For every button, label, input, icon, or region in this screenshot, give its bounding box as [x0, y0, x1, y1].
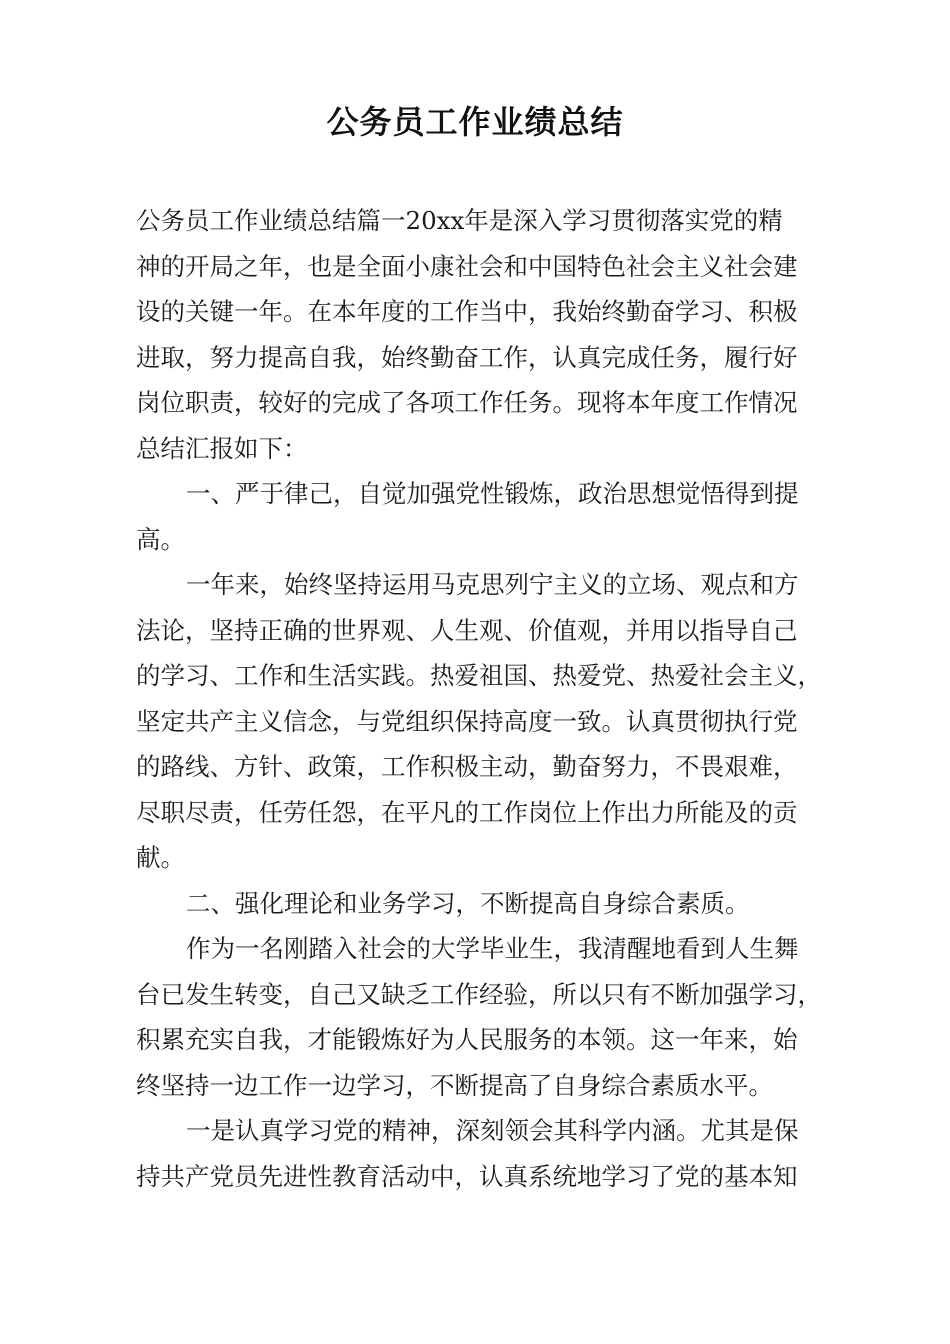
body-line: 的路线、方针、政策，工作积极主动，勤奋努力，不畏艰难，: [136, 752, 798, 781]
body-line: 作为一名刚踏入社会的大学毕业生，我清醒地看到人生舞: [186, 934, 799, 963]
document-body: [136, 198, 836, 1199]
body-line: 一是认真学习党的精神，深刻领会其科学内涵。尤其是保: [186, 1116, 799, 1145]
body-line: 积累充实自我，才能锻炼好为人民服务的本领。这一年来，始: [136, 1025, 798, 1054]
body-line: 坚定共产主义信念，与党组织保持高度一致。认真贯彻执行党: [136, 706, 798, 736]
section-heading-1: 一、严于律己，自觉加强党性锻炼，政治思想觉悟得到提: [186, 479, 799, 508]
body-line: 总结汇报如下：: [136, 433, 308, 463]
body-line: 神的开局之年，也是全面小康社会和中国特色社会主义社会建: [136, 251, 798, 281]
body-line: 持共产党员先进性教育活动中，认真系统地学习了党的基本知: [136, 1161, 798, 1191]
body-line: 一年来，始终坚持运用马克思列宁主义的立场、观点和方: [186, 570, 799, 599]
body-line: 岗位职责，较好的完成了各项工作任务。现将本年度工作情况: [136, 388, 798, 417]
section-heading-2: 二、强化理论和业务学习，不断提高自身综合素质。: [186, 888, 750, 918]
body-line: 进取，努力提高自我，始终勤奋工作，认真完成任务，履行好: [136, 342, 798, 372]
body-line: 尽职尽责，任劳任怨，在平凡的工作岗位上作出力所能及的贡: [136, 797, 798, 827]
body-line: 台已发生转变，自己又缺乏工作经验，所以只有不断加强学习，: [136, 979, 822, 1009]
body-line: 的学习、工作和生活实践。热爱祖国、热爱党、热爱社会主义，: [136, 661, 822, 690]
body-line: 法论，坚持正确的世界观、人生观、价值观，并用以指导自己: [136, 615, 798, 645]
body-line: 终坚持一边工作一边学习，不断提高了自身综合素质水平。: [136, 1070, 773, 1100]
body-line: 设的关键一年。在本年度的工作当中，我始终勤奋学习、积极: [136, 297, 798, 326]
body-line: 高。: [136, 524, 185, 554]
document-title: 公务员工作业绩总结: [326, 103, 624, 141]
body-line: 公务员工作业绩总结篇一20xx年是深入学习贯彻落实党的精: [136, 206, 783, 235]
body-line: 献。: [136, 843, 185, 872]
